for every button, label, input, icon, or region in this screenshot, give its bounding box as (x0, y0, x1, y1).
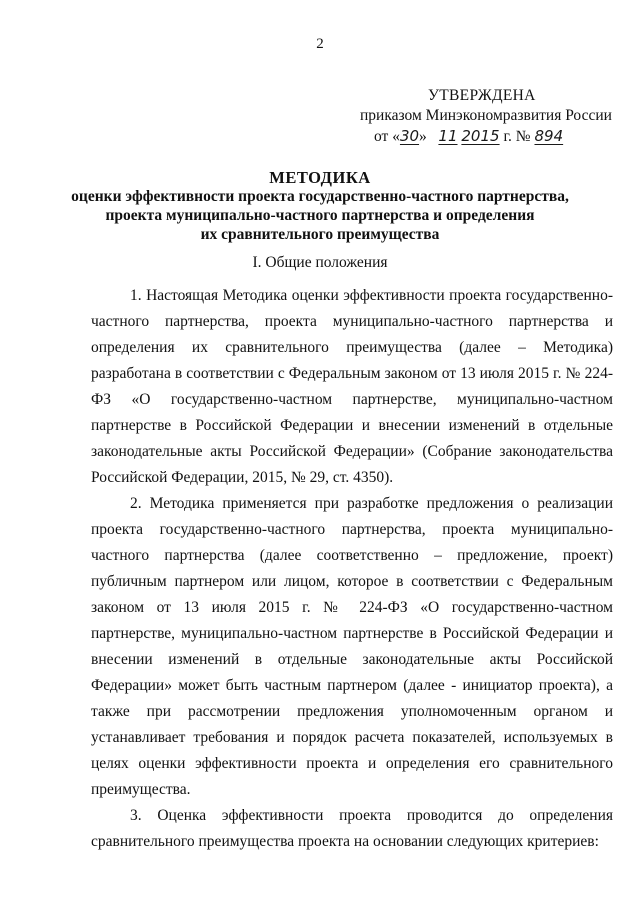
approval-stamp (360, 86, 630, 147)
title-subtitle-line: их сравнительного преимущества (200, 226, 440, 243)
date-prefix: от « (374, 128, 400, 145)
paragraph-1: 1. Настоящая Методика оценки эффективности проекта государственно-частного партнерства, проекта муниципально-частного партнерства и определения их сравнительного преимущества (далее – Методика) разработана в соответствии с Федеральным законом от 13 июля 2015 г. № 224-ФЗ «О государственно-частном партнерстве, муниципально-частном партнерстве в Российской Федерации и внесении изменений в отдельные законодательные акты Российской Федерации» (Собрание законодательства Российской Федерации, 2015, № 29, ст. 4350). (91, 287, 613, 486)
handwritten-day: 30 (399, 127, 420, 145)
paragraph-2: 2. Методика применяется при разработке предложения о реализации проекта государственно-частного партнерства, проекта муниципально-частного партнерства (далее соответственно – предложение, проект) публичным партнером или лицом, которое в соответствии с Федеральным законом от 13 июля 2015 г. № 224-ФЗ «О государственно-частном партнерстве, муниципально-частном партнерстве в Российской Федерации и внесении изменений в отдельные законодательные акты Российской Федерации» может быть частным партнером (далее - инициатор проекта), а также при рассмотрении предложения уполномоченным органом и устанавливает требования и порядок расчета показателей, используемых в целях оценки эффективности проекта и определения его сравнительного преимущества. (91, 495, 613, 798)
date-mid: » (419, 128, 427, 145)
title-main: МЕТОДИКА (269, 168, 371, 187)
handwritten-year: 2015 (461, 127, 500, 145)
page-number: 2 (316, 36, 324, 52)
section-heading: I. Общие положения (252, 254, 388, 271)
handwritten-order-number: 894 (534, 127, 564, 145)
document-body (91, 283, 613, 855)
title-subtitle-line: проекта муниципально-частного партнерства и определения (105, 207, 535, 224)
title-subtitle-line: оценки эффективности проекта государственно-частного партнерства, (71, 188, 569, 205)
approval-order-line: приказом Минэкономразвития России (360, 107, 612, 124)
approval-date-line (360, 126, 630, 147)
handwritten-month: 11 (438, 127, 458, 145)
year-suffix: г. № (503, 128, 531, 145)
approval-heading: УТВЕРЖДЕНА (428, 87, 536, 104)
document-title (0, 168, 640, 244)
paragraph-3: 3. Оценка эффективности проекта проводится до определения сравнительного преимущества проекта на основании следующих критериев: (91, 807, 613, 850)
